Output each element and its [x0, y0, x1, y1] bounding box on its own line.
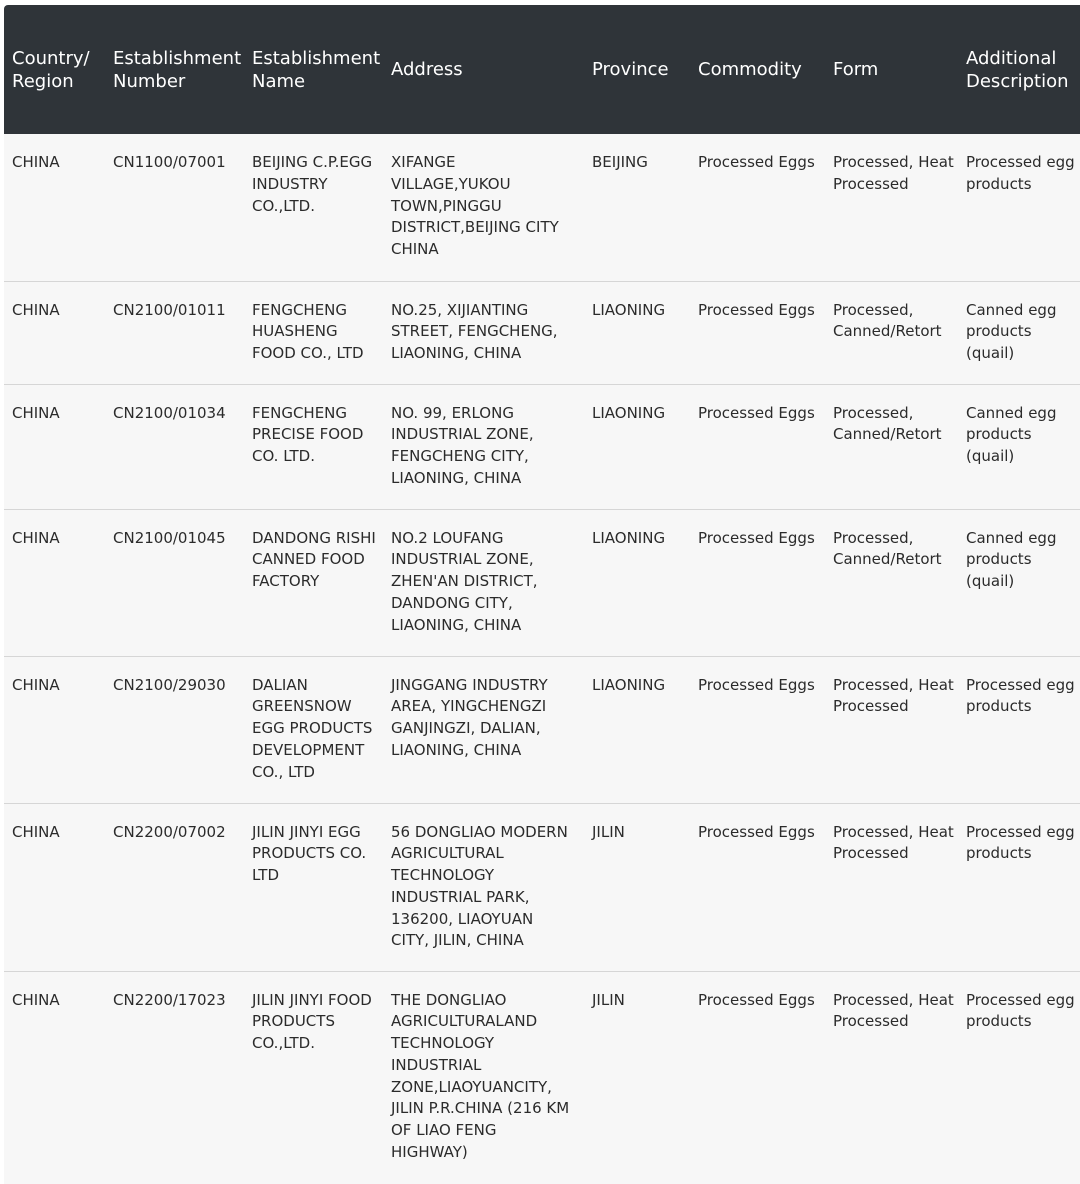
header-province[interactable]: Province [592, 59, 669, 80]
table-row [4, 509, 1080, 656]
cell-form: Processed, Canned/Retort [825, 384, 958, 509]
cell-form: Processed, Canned/Retort [825, 509, 958, 656]
cell-form: Processed, Heat Processed [825, 803, 958, 971]
cell-country: CHINA [4, 656, 105, 803]
cell-establishment-name: DALIAN GREENSNOW EGG PRODUCTS DEVELOPMENT CO., LTD [244, 656, 383, 803]
cell-establishment-number: CN2100/01034 [105, 384, 244, 509]
cell-form: Processed, Canned/Retort [825, 281, 958, 384]
cell-country: CHINA [12, 153, 60, 171]
table-body [4, 134, 1080, 1182]
cell-province: JILIN [584, 803, 690, 971]
cell-country: CHINA [4, 384, 105, 509]
table-row [4, 134, 1080, 281]
cell-commodity: Processed Eggs [690, 656, 825, 803]
cell-address: NO.25, XIJIANTING STREET, FENGCHENG, LIAONING, CHINA [383, 281, 584, 384]
cell-address: THE DONGLIAO AGRICULTURALAND TECHNOLOGY INDUSTRIAL ZONE,LIAOYUANCITY, JILIN P.R.CHINA (216 KM OF LIAO FENG HIGHWAY) [383, 971, 584, 1182]
cell-additional-description: Processed egg products [966, 153, 1075, 193]
table-header [4, 5, 1080, 134]
cell-form: Processed, Heat Processed [825, 656, 958, 803]
header-row [4, 5, 1080, 134]
cell-country: CHINA [4, 281, 105, 384]
cell-address: NO. 99, ERLONG INDUSTRIAL ZONE, FENGCHENG CITY, LIAONING, CHINA [383, 384, 584, 509]
cell-additional-description: Canned egg products (quail) [958, 384, 1080, 509]
cell-province: LIAONING [584, 384, 690, 509]
table-row [4, 803, 1080, 971]
cell-establishment-number: CN2200/17023 [105, 971, 244, 1182]
cell-country: CHINA [4, 971, 105, 1182]
cell-address: 56 DONGLIAO MODERN AGRICULTURAL TECHNOLOGY INDUSTRIAL PARK, 136200, LIAOYUAN CITY, JILIN, CHINA [383, 803, 584, 971]
cell-address: NO.2 LOUFANG INDUSTRIAL ZONE, ZHEN'AN DISTRICT, DANDONG CITY, LIAONING, CHINA [383, 509, 584, 656]
cell-province: LIAONING [584, 281, 690, 384]
cell-address: JINGGANG INDUSTRY AREA, YINGCHENGZI GANJINGZI, DALIAN, LIAONING, CHINA [383, 656, 584, 803]
establishment-table [4, 5, 1080, 1182]
cell-country: CHINA [4, 509, 105, 656]
cell-establishment-number: CN1100/07001 [113, 153, 226, 171]
cell-province: LIAONING [584, 509, 690, 656]
cell-establishment-name: JILIN JINYI FOOD PRODUCTS CO.,LTD. [244, 971, 383, 1182]
cell-additional-description: Canned egg products (quail) [958, 281, 1080, 384]
cell-form: Processed, Heat Processed [833, 153, 954, 193]
cell-establishment-number: CN2200/07002 [105, 803, 244, 971]
table-row [4, 656, 1080, 803]
header-country-region[interactable]: Country/ Region [12, 47, 90, 92]
header-form[interactable]: Form [833, 59, 879, 80]
cell-commodity: Processed Eggs [690, 281, 825, 384]
cell-additional-description: Processed egg products [958, 803, 1080, 971]
establishment-table-container [4, 5, 1080, 1184]
cell-commodity: Processed Eggs [690, 384, 825, 509]
cell-establishment-name: JILIN JINYI EGG PRODUCTS CO. LTD [244, 803, 383, 971]
cell-commodity: Processed Eggs [690, 803, 825, 971]
header-commodity[interactable]: Commodity [698, 59, 802, 80]
cell-establishment-number: CN2100/29030 [105, 656, 244, 803]
cell-establishment-name: BEIJING C.P.EGG INDUSTRY CO.,LTD. [252, 153, 373, 215]
cell-form: Processed, Heat Processed [825, 971, 958, 1182]
header-additional-description[interactable]: Additional Description [966, 47, 1069, 92]
table-row [4, 971, 1080, 1182]
header-establishment-name[interactable]: Establishment Name [252, 47, 381, 92]
cell-establishment-name: FENGCHENG PRECISE FOOD CO. LTD. [244, 384, 383, 509]
header-address[interactable]: Address [391, 59, 463, 80]
cell-province: LIAONING [584, 656, 690, 803]
cell-country: CHINA [4, 803, 105, 971]
cell-commodity: Processed Eggs [698, 153, 815, 171]
cell-establishment-number: CN2100/01011 [105, 281, 244, 384]
header-establishment-number[interactable]: Establishment Number [113, 47, 242, 92]
cell-additional-description: Processed egg products [958, 656, 1080, 803]
table-row [4, 384, 1080, 509]
cell-additional-description: Processed egg products [958, 971, 1080, 1182]
cell-commodity: Processed Eggs [690, 509, 825, 656]
cell-establishment-name: DANDONG RISHI CANNED FOOD FACTORY [244, 509, 383, 656]
cell-establishment-number: CN2100/01045 [105, 509, 244, 656]
cell-province: BEIJING [592, 153, 648, 171]
cell-commodity: Processed Eggs [690, 971, 825, 1182]
cell-establishment-name: FENGCHENG HUASHENG FOOD CO., LTD [244, 281, 383, 384]
cell-province: JILIN [584, 971, 690, 1182]
table-row [4, 281, 1080, 384]
cell-additional-description: Canned egg products (quail) [958, 509, 1080, 656]
cell-address: XIFANGE VILLAGE,YUKOU TOWN,PINGGU DISTRICT,BEIJING CITY CHINA [391, 153, 559, 259]
